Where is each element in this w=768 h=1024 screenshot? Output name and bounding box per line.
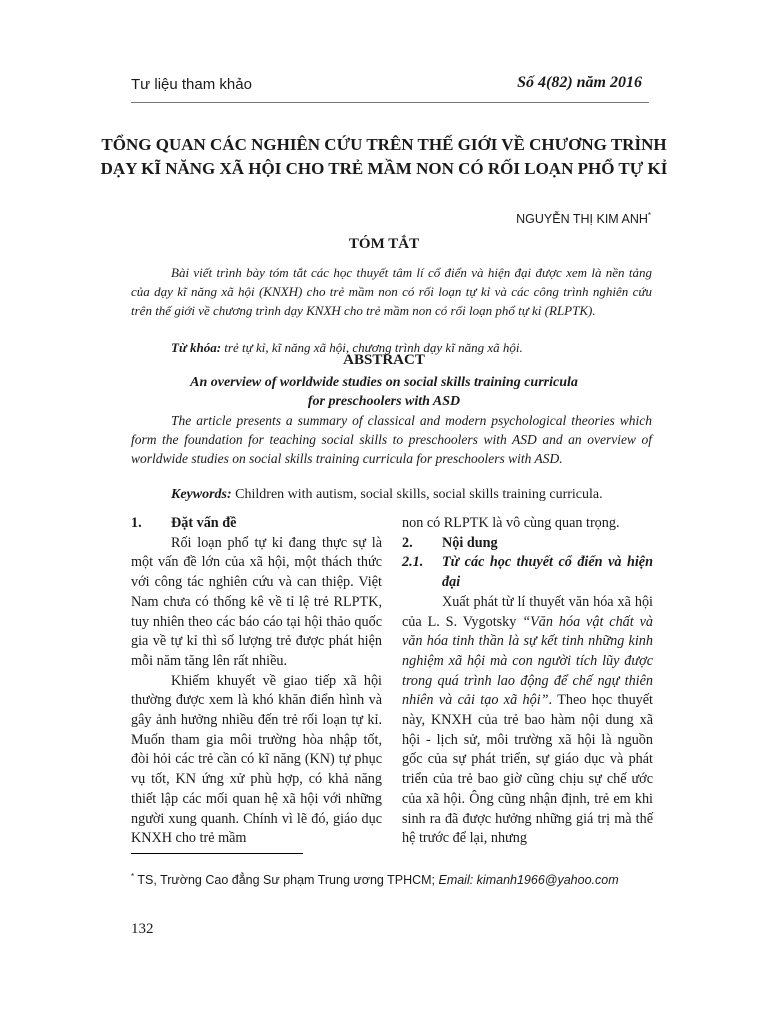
author-line	[516, 211, 651, 226]
summary-keywords-text: trẻ tự kỉ, kĩ năng xã hội, chương trình dạy kĩ năng xã hội.	[221, 340, 523, 355]
paragraph-3-end: . Theo học thuyết này, KNXH của trẻ bao hàm nội dung xã hội - lịch sử, môi trường xã hội là nguồn gốc của sự phát triển, sự giáo dục và phát triển của trẻ bao giờ cũng chịu sự chế ước của xã hội. Ông cũng nhận định, trẻ em khi sinh ra đã được hưởng những giá trị mà thế hệ trước để lại, nhưng	[402, 692, 653, 847]
header-divider	[131, 102, 649, 103]
summary-body: Bài viết trình bày tóm tắt các học thuyết tâm lí cổ điển và hiện đại được xem là nền tảng của dạy kĩ năng xã hội (KNXH) cho trẻ mầm non có rối loạn tự kỉ và các công trình nghiên cứu trên thế giới về chương trình dạy KNXH cho trẻ mầm non có rối loạn phổ tự kỉ (RLPTK).	[131, 265, 652, 318]
section-2-title: Nội dung	[442, 534, 498, 551]
page-number: 132	[131, 921, 154, 937]
abstract-keywords-label: Keywords:	[171, 487, 232, 502]
paragraph-3-start: Xuất phát từ lí thuyết văn hóa xã hội của L. S. Vygotsky	[402, 593, 653, 630]
article-title: TỔNG QUAN CÁC NGHIÊN CỨU TRÊN THẾ GIỚI VỀ CHƯƠNG TRÌNH DẠY KĨ NĂNG XÃ HỘI CHO TRẺ MẦM NON CÓ RỐI LOẠN PHỔ TỰ KỈ	[100, 135, 668, 178]
summary-keywords-label: Từ khóa:	[171, 340, 222, 355]
abstract-keywords	[131, 485, 652, 504]
abstract-title	[100, 373, 668, 411]
paragraph-3	[402, 593, 653, 849]
running-header-section: Tư liệu tham khảo	[131, 76, 252, 93]
paragraph-1: Rối loạn phổ tự kỉ đang thực sự là một vấn đề lớn của xã hội, một thách thức với công tác nghiên cứu và can thiệp. Việt Nam chưa có thống kê về tỉ lệ trẻ RLPTK, tuy nhiên theo các báo cáo tại hội thảo quốc gia về tự kỉ thì số lượng trẻ được phát hiện mỗi năm tăng lên rất nhiều.	[131, 534, 382, 669]
body-column-left	[131, 514, 382, 849]
section-1-title: Đặt vấn đề	[171, 515, 237, 531]
author-footnote-mark: *	[647, 211, 651, 220]
section-2-1-heading	[402, 553, 653, 592]
summary-heading: TÓM TẮT	[348, 236, 420, 252]
section-2-number: 2.	[402, 534, 413, 551]
section-2-1-number: 2.1.	[402, 554, 424, 571]
abstract-title-line-2: for preschoolers with ASD	[307, 394, 461, 409]
footnote	[131, 872, 619, 887]
paragraph-2-continued: non có RLPTK là vô cùng quan trọng.	[402, 515, 620, 531]
abstract-title-line-1: An overview of worldwide studies on social skills training curricula	[190, 375, 578, 390]
section-1-heading	[131, 514, 382, 534]
section-2-heading	[402, 534, 653, 554]
section-1-number: 1.	[131, 515, 142, 531]
abstract-body: The article presents a summary of classical and modern psychological theories which form the foundation for teaching social skills to preschoolers with ASD and an overview of worldwide studies on social skills training curricula for preschoolers with ASD.	[131, 413, 652, 466]
footnote-email: Email: kimanh1966@yahoo.com	[438, 873, 619, 888]
vygotsky-quote: “Văn hóa vật chất và văn hóa tinh thần là sự kết tinh những kinh nghiệm xã hội mà con người tích lũy được trong quá trình lao động để chế ngự thiên nhiên và cải tạo xã hội”	[402, 613, 653, 709]
footnote-text: TS, Trường Cao đẳng Sư phạm Trung ương TPHCM;	[134, 873, 439, 888]
footnote-mark: *	[131, 872, 135, 881]
running-header-issue: Số 4(82) năm 2016	[517, 74, 642, 91]
section-2-1-title: Từ các học thuyết cổ điển và hiện đại	[442, 554, 653, 591]
body-column-right	[402, 514, 653, 849]
author-name: NGUYỄN THỊ KIM ANH	[516, 212, 648, 227]
footnote-divider	[131, 853, 303, 854]
abstract-keywords-text: Children with autism, social skills, social skills training curricula.	[231, 487, 603, 502]
paragraph-2: Khiếm khuyết về giao tiếp xã hội thường được xem là khó khăn điển hình và gây ảnh hưởng nhiều đến trẻ rối loạn tự kỉ. Muốn tham gia môi trường hòa nhập tốt, đòi hỏi các trẻ cần có kĩ năng (KN) tự phục vụ tốt, KN ứng xử phù hợp, có khả năng thiết lập các mối quan hệ xã hội với những người xung quanh. Chính vì lẽ đó, giáo dục KNXH cho trẻ mầm	[131, 672, 382, 847]
abstract-heading: ABSTRACT	[343, 352, 425, 368]
